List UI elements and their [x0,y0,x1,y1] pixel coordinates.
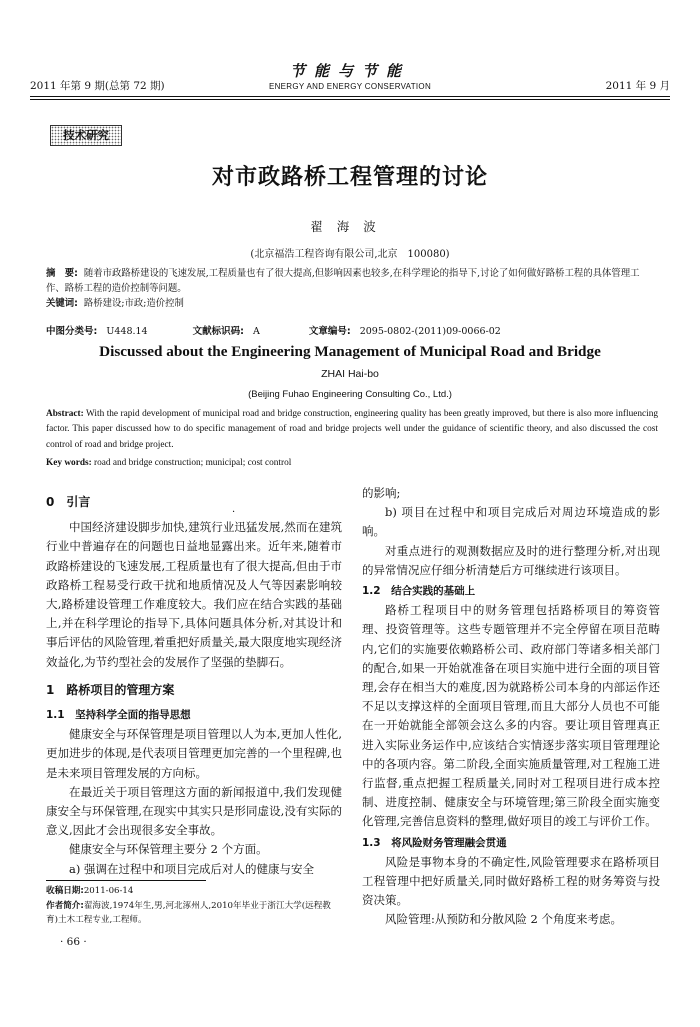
article-title-cn: 对市政路桥工程管理的讨论 [211,165,488,190]
author-en: ZHAI Hai-bo [321,368,379,380]
journal-title-en: ENERGY AND ENERGY CONSERVATION [268,82,432,91]
body-column-right [362,484,660,930]
section-1-heading: 1 路桥项目的管理方案 [46,682,175,697]
paragraph: 路桥工程项目中的财务管理包括路桥项目的筹资管理、投资管理等。这些专题管理并不完全停留在项目范畴内,它们的实施要依赖路桥公司、政府部门等诸多相关部门的配合,如果一开始就准备在项目实施中进行全面的项目管理,会存在相当大的难度,因为就路桥公司本身的内部运作还不足以支撑这样的全面项目管理,而且大部分人员也不可能在一开始就能全部领会这么多的内容。要让项目管理真正进入实际业务运作中,应该结合实情逐步落实项目管理理论中的各项内容。第二阶段,全面实施质量管理,对工程施工进行监督,重点把握工程质量关,同时对工程项目进行成本控制、进度控制、健康安全与环境管理;第三阶段全面实施变化管理,完善信息资料的整理,做好项目的竣工与评价工作。 [362,603,660,829]
paragraph: 的影响; [362,486,401,500]
affiliation-cn: (北京福浩工程咨询有限公司,北京 100080) [250,249,450,260]
paragraph: a) 强调在过程中和项目完成后对人的健康与安全 [69,861,314,876]
section-1-3-heading: 1.3 将风险财务管理融会贯通 [362,836,507,849]
keywords-cn: 路桥建设;市政;造价控制 [83,298,184,309]
paragraph: 风险是事物本身的不确定性,风险管理要求在路桥项目工程管理中把好质量关,同时做好路桥工程的财务筹资与投资决策。 [362,854,660,908]
clc-label: 中图分类号: [46,326,98,337]
issue-info: 2011 年第 9 期(总第 72 期) [30,80,165,92]
paragraph: 风险管理:从预防和分散风险 2 个角度来考虑。 [385,912,622,927]
classification-line [46,323,658,337]
bio-label: 作者简介: [46,900,84,911]
received-date: 2011-06-14 [83,886,134,896]
author-cn: 翟海波 [310,219,390,234]
keywords-en-line [46,458,658,468]
footnote [46,884,342,928]
column-tag: 技术研究 [50,125,122,146]
paragraph: 健康安全与环保管理主要分 2 个方面。 [69,842,268,857]
abstract-en-text: With the rapid development of municipal road and bridge construction, engineering quality has been greatly improved, but there is also more influencing factor. This paper discussed how to do specific management of road and bridge projects well under the guidance of scientific theory, and also discussed the cost control of road and bridge project. [46,409,658,450]
received-label: 收稿日期: [46,886,84,896]
clc-value: U448.14 [106,326,148,337]
decorative-dot: · [232,507,236,518]
body-column-left [46,484,342,879]
abstract-en-label: Abstract: [46,409,84,419]
header-rule-thin [30,99,670,100]
issue-date: 2011 年 9 月 [605,80,670,92]
footnote-rule [46,880,206,881]
section-1-2-heading: 1.2 结合实践的基础上 [362,585,476,598]
article-title-en: Discussed about the Engineering Management of Municipal Road and Bridge [99,343,601,360]
keywords-en-label: Key words: [46,458,92,468]
article-no-label: 文章编号: [308,326,351,337]
journal-title-cn: 节能与节能 [289,62,410,80]
abstract-cn-label: 摘 要: [46,268,78,279]
abstract-cn-text: 随着市政路桥建设的飞速发展,工程质量也有了很大提高,但影响因素也较多,在科学理论的指导下,讨论了如何做好路桥工程的具体管理工作、路桥工程的造价控制等问题。 [46,268,640,294]
abstract-en [46,407,658,453]
header-rule [30,96,670,97]
affiliation-en: (Beijing Fuhao Engineering Consulting Co., Ltd.) [248,389,452,400]
paragraph: b) 项目在过程中和项目完成后对周边环境造成的影响。 [362,505,660,539]
paragraph: 健康安全与环保管理是项目管理以人为本,更加人性化,更加进步的体现,是代表项目管理更加完善的一个里程碑,也是未来项目管理发展的方向标。 [46,727,342,780]
page-number: · 66 · [60,936,87,948]
keywords-en: road and bridge construction; municipal; cost control [94,458,292,468]
paragraph: 对重点进行的观测数据应及时的进行整理分析,对出现的异常情况应仔细分析清楚后方可继续进行该项目。 [362,543,660,577]
section-0-heading: 0 引言 [46,495,91,509]
doc-code-value: A [252,326,260,337]
section-1-1-heading: 1.1 坚持科学全面的指导思想 [46,709,191,722]
paragraph: 在最近关于项目管理这方面的新闻报道中,我们发现健康安全与环保管理,在现实中其实只是形同虚设,没有实际的意义,因此才会出现很多安全事故。 [46,784,342,838]
abstract-cn [46,266,658,311]
article-no-value: 2095-0802-(2011)09-0066-02 [359,326,501,337]
keywords-cn-label: 关键词: [46,298,78,309]
doc-code-label: 文献标识码: [192,326,244,337]
author-bio: 翟海波,1974年生,男,河北涿州人,2010年毕业于浙江大学(远程教育)土木工程专业,工程师。 [46,900,331,925]
paragraph: 中国经济建设脚步加快,建筑行业迅猛发展,然而在建筑行业中普遍存在的问题也日益地显露出来。近年来,随着市政路桥建设的飞速发展,工程质量也有了很大提高,但由于市政路桥工程易受行政干扰和地质情况及人气等因素影响较大,路桥建设管理工作难度较大。我们应在结合实践的基础上,并在科学理论的指导下,具体问题具体分析,对其设计和事后评估的风险管理,着重把好质量关,最大限度地实现经济效益化,为节约型社会的发展作了坚强的垫脚石。 [46,520,342,669]
